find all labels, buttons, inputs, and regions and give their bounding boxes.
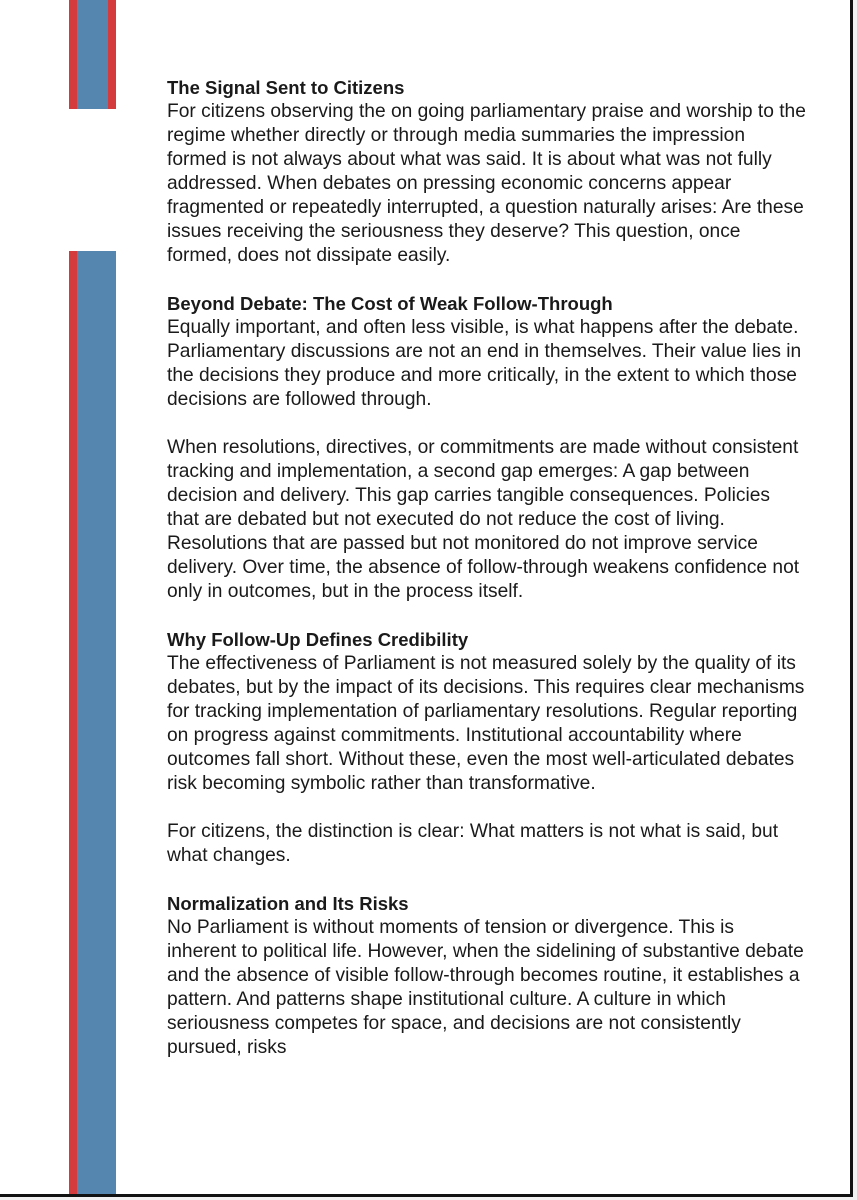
section-normalization-risks: [167, 892, 807, 1060]
side-blue-stripe: [77, 251, 116, 1194]
paragraph: The effectiveness of Parliament is not measured solely by the quality of its debates, but by the impact of its decisions. This requires clear mechanisms for tracking implementation of parliamentary resolutions. Regular reporting on progress against commitments. Institutional accountability where outcomes fall short. Without these, even the most well-articulated debates risk becoming symbolic rather than transformative.: [167, 653, 805, 794]
article-body: [167, 76, 807, 1084]
paragraph: For citizens observing the on going parliamentary praise and worship to the regime whether directly or through media summaries the impression formed is not always about what was said. It is about what was not fully addressed. When debates on pressing economic concerns appear fragmented or repeatedly interrupted, a question naturally arises: Are these issues receiving the seriousness they deserve? This question, once formed, does not dissipate easily.: [167, 101, 806, 266]
section-heading: Beyond Debate: The Cost of Weak Follow-Through: [167, 293, 613, 314]
top-red-stripe-right: [108, 0, 116, 109]
side-red-stripe: [69, 251, 77, 1194]
section-heading: Why Follow-Up Defines Credibility: [167, 629, 469, 650]
section-signal-to-citizens: [167, 76, 807, 268]
section-beyond-debate: [167, 292, 807, 604]
section-heading: Normalization and Its Risks: [167, 893, 409, 914]
section-heading: The Signal Sent to Citizens: [167, 77, 405, 98]
paragraph: Equally important, and often less visible, is what happens after the debate. Parliamentary discussions are not an end in themselves. Their value lies in the decisions they produce and more critically, in the extent to which those decisions are followed through.: [167, 317, 802, 410]
section-follow-up-credibility: [167, 628, 807, 868]
paragraph: When resolutions, directives, or commitments are made without consistent tracking and implementation, a second gap emerges: A gap between decision and delivery. This gap carries tangible consequences. Policies that are debated but not executed do not reduce the cost of living. Resolutions that are passed but not monitored do not improve service delivery. Over time, the absence of follow-through weakens confidence not only in outcomes, but in the process itself.: [167, 437, 800, 602]
top-blue-stripe: [77, 0, 108, 109]
paragraph: For citizens, the distinction is clear: What matters is not what is said, but what changes.: [167, 821, 779, 866]
paragraph: No Parliament is without moments of tension or divergence. This is inherent to political life. However, when the sidelining of substantive debate and the absence of visible follow-through becomes routine, it establishes a pattern. And patterns shape institutional culture. A culture in which seriousness competes for space, and decisions are not consistently pursued, risks: [167, 917, 804, 1058]
top-red-stripe: [69, 0, 77, 109]
